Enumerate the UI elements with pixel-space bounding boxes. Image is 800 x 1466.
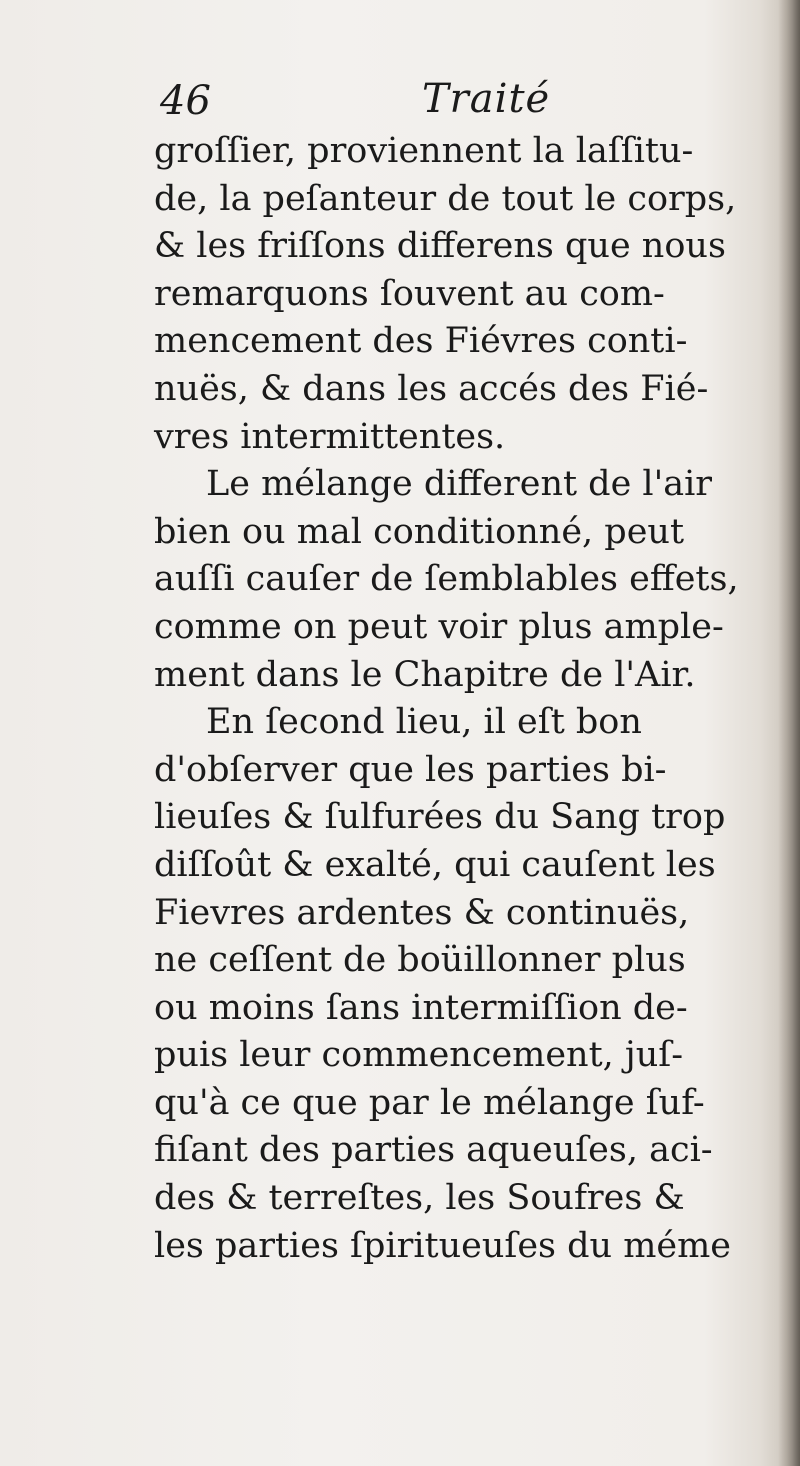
- text-line: d'obſerver que les parties bi-: [154, 749, 667, 790]
- text-line: remarquons ſouvent au com-: [154, 273, 665, 314]
- text-line: nuës, & dans les accés des Fié-: [154, 368, 709, 409]
- page-header: [160, 72, 780, 132]
- text-line: Fievres ardentes & continuës,: [154, 892, 690, 933]
- text-line: auſſi cauſer de ſemblables effets,: [154, 559, 739, 600]
- text-line: diſſoût & exalté, qui cauſent les: [154, 844, 716, 885]
- text-line: ment dans le Chapitre de l'Air.: [154, 654, 696, 695]
- text-line: mencement des Fiévres conti-: [154, 321, 688, 362]
- text-line: les parties ſpiritueuſes du méme: [154, 1225, 732, 1266]
- text-line: des & terreſtes, les Soufres &: [154, 1178, 685, 1219]
- text-line: de, la peſanteur de tout le corps,: [154, 178, 737, 219]
- text-line: ne ceſſent de boüillonner plus: [154, 940, 686, 981]
- page-gutter-shadow: [778, 0, 800, 1466]
- text-line: vres intermittentes.: [154, 416, 506, 457]
- text-line: puis leur commencement, juſ-: [154, 1035, 684, 1076]
- running-title: Traité: [422, 76, 551, 122]
- text-line: fiſant des parties aqueuſes, aci-: [154, 1130, 713, 1171]
- text-line: lieuſes & ſulfurées du Sang trop: [154, 797, 726, 838]
- text-line: bien ou mal conditionné, peut: [154, 511, 685, 552]
- text-line: qu'à ce que par le mélange ſuf-: [154, 1082, 705, 1123]
- text-line: groſſier, proviennent la laſſitu-: [154, 131, 694, 171]
- text-line: & les friſſons differens que nous: [154, 226, 726, 267]
- body-text: [154, 128, 774, 1270]
- text-line: comme on peut voir plus ample-: [154, 606, 724, 647]
- paragraph-start-line: En ſecond lieu, il eſt bon: [206, 702, 642, 743]
- text-line: ou moins ſans intermiſſion de-: [154, 987, 688, 1028]
- paragraph-start-line: Le mélange different de l'air: [206, 464, 713, 505]
- page-number: 46: [160, 78, 211, 124]
